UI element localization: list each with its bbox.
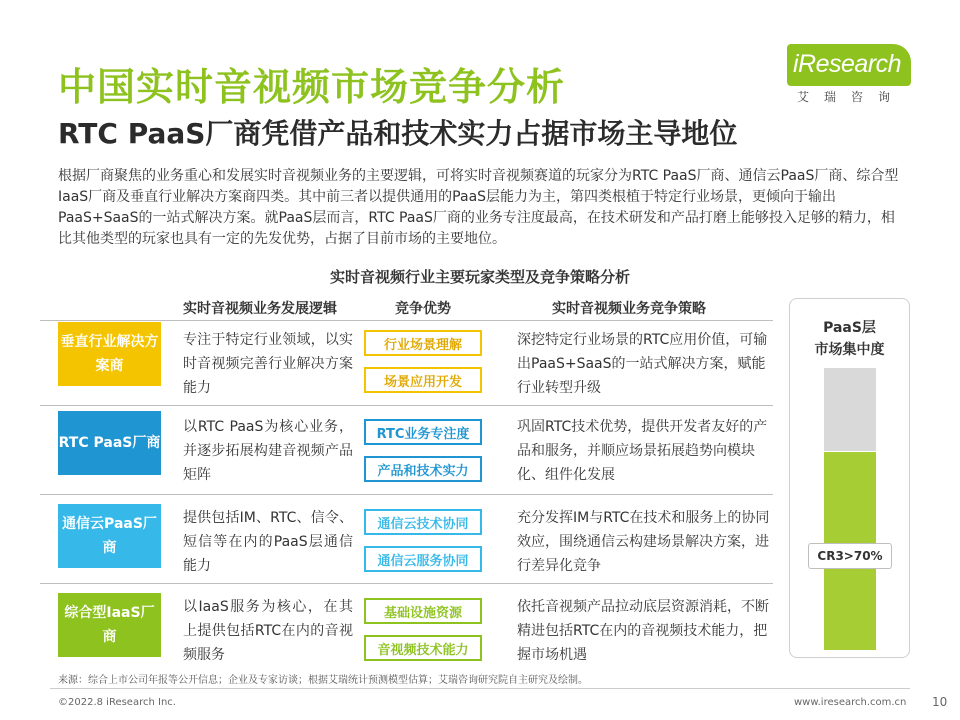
concentration-panel bbox=[789, 298, 910, 658]
iresearch-logo bbox=[787, 44, 913, 106]
advantage-tag: 通信云技术协同 bbox=[364, 509, 482, 535]
advantage-tag: 产品和技术实力 bbox=[364, 456, 482, 482]
strategy-text: 深挖特定行业场景的RTC应用价值，可输出PaaS+SaaS的一站式解决方案，赋能行业转型升级 bbox=[517, 332, 768, 396]
category-telecom-cloud-paas: 通信云PaaS厂商 bbox=[58, 504, 161, 568]
footer-url: www.iresearch.com.cn bbox=[794, 697, 907, 708]
concentration-label: CR3>70% bbox=[808, 543, 892, 569]
intro-paragraph: 根据厂商聚焦的业务重心和发展实时音视频业务的主要逻辑，可将实时音视频赛道的玩家分为RTC PaaS厂商、通信云PaaS厂商、综合型IaaS厂商及垂直行业解决方案商四类。其中前三者以提供通用的PaaS层能力为主，第四类根植于特定行业场景，更倾向于输出PaaS+SaaS的一站式解决方案。就PaaS层而言，RTC PaaS厂商的业务专注度最高，在技术研发和产品打磨上能够投入足够的精力，相比其他类型的玩家也具有一定的先发优势，占据了目前市场的主要地位。 bbox=[58, 168, 899, 247]
divider bbox=[40, 405, 773, 406]
strategy-text: 依托音视频产品拉动底层资源消耗，不断精进包括RTC在内的音视频技术能力，把握市场机遇 bbox=[517, 599, 769, 663]
footer-divider bbox=[50, 688, 910, 689]
source-note: 来源：综合上市公司年报等公开信息；企业及专家访谈；根据艾瑞统计预测模型估算；艾瑞咨询研究院自主研究及绘制。 bbox=[58, 675, 588, 686]
col-header-strategy: 实时音视频业务竞争策略 bbox=[552, 301, 706, 317]
col-header-logic: 实时音视频业务发展逻辑 bbox=[183, 301, 337, 317]
logic-text: 以IaaS服务为核心，在其上提供包括RTC在内的音视频服务 bbox=[183, 599, 353, 663]
advantage-tag: 行业场景理解 bbox=[364, 330, 482, 356]
concentration-bar-remainder bbox=[824, 368, 876, 451]
advantage-tag: RTC业务专注度 bbox=[364, 419, 482, 445]
category-rtc-paas: RTC PaaS厂商 bbox=[58, 411, 161, 475]
divider bbox=[40, 494, 773, 495]
page-number: 10 bbox=[932, 695, 948, 709]
divider bbox=[40, 583, 773, 584]
page-subtitle: RTC PaaS厂商凭借产品和技术实力占据市场主导地位 bbox=[58, 117, 738, 150]
concentration-title bbox=[790, 317, 909, 361]
logic-text: 以RTC PaaS为核心业务，并逐步拓展构建音视频产品矩阵 bbox=[183, 419, 353, 483]
table-title: 实时音视频行业主要玩家类型及竞争策略分析 bbox=[329, 268, 630, 286]
advantage-tag: 音视频技术能力 bbox=[364, 635, 482, 661]
strategy-text: 充分发挥IM与RTC在技术和服务上的协同效应，围绕通信云构建场景解决方案，进行差异化竞争 bbox=[517, 510, 770, 574]
category-vertical-solution: 垂直行业解决方案商 bbox=[58, 322, 161, 386]
advantage-tag: 基础设施资源 bbox=[364, 598, 482, 624]
col-header-advantage: 竞争优势 bbox=[395, 301, 451, 317]
divider bbox=[40, 320, 773, 321]
page-title: 中国实时音视频市场竞争分析 bbox=[58, 65, 566, 109]
concentration-title-line1: PaaS层 bbox=[823, 320, 876, 336]
footer-copyright: ©2022.8 iResearch Inc. bbox=[58, 697, 176, 708]
advantage-tag: 通信云服务协同 bbox=[364, 546, 482, 572]
logo-cn-text: 艾瑞咨询 bbox=[797, 90, 906, 104]
concentration-title-line2: 市场集中度 bbox=[814, 342, 885, 358]
advantage-tag: 场景应用开发 bbox=[364, 367, 482, 393]
logic-text: 专注于特定行业领域，以实时音视频完善行业解决方案能力 bbox=[183, 332, 353, 396]
category-integrated-iaas: 综合型IaaS厂商 bbox=[58, 593, 161, 657]
logic-text: 提供包括IM、RTC、信令、短信等在内的PaaS层通信能力 bbox=[183, 510, 353, 574]
strategy-text: 巩固RTC技术优势，提供开发者友好的产品和服务，并顺应场景拓展趋势向模块化、组件化发展 bbox=[517, 419, 768, 483]
logo-text: iResearch bbox=[793, 50, 902, 78]
